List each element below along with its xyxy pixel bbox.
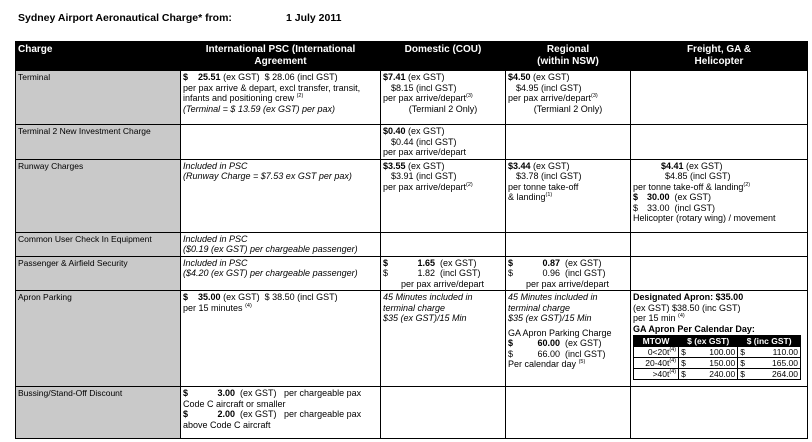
header-regional: Regional (within NSW) — [506, 42, 631, 71]
row-label: Passenger & Airfield Security — [16, 256, 181, 291]
cell-freight — [631, 125, 808, 160]
cell-freight — [631, 71, 808, 125]
cell-freight: $4.41 (ex GST) $4.85 (incl GST) per tonne take-off & landing$^{(2)}$ $ 30.00 (ex GST) $ 33.00 (incl GST) Helicopter (rotary wing) / movement — [631, 159, 808, 232]
mtow-table — [633, 335, 801, 380]
row-label: Terminal — [16, 71, 181, 125]
header-international: International PSC (International Agreement — [181, 42, 381, 71]
row-bussing — [16, 387, 808, 439]
cell-intl: Included in PSC ($4.20 (ex GST) per chargeable passenger) — [181, 256, 381, 291]
row-label: Terminal 2 New Investment Charge — [16, 125, 181, 160]
cell-domestic — [381, 232, 506, 256]
cell-intl: $ 3.00 (ex GST) per chargeable pax Code C aircraft or smaller $ 2.00 (ex GST) per chargeable pax above Code C aircraft — [181, 387, 381, 439]
row-label: Runway Charges — [16, 159, 181, 232]
mtow-header: MTOW — [634, 336, 679, 347]
cell-regional: $ 0.87 (ex GST) $ 0.96 (incl GST) per pax arrive/depart — [506, 256, 631, 291]
cell-intl — [181, 125, 381, 160]
mtow-row: $0<20t^{(4)}$ $ 100.00 $ 110.00 — [634, 347, 801, 358]
page-title: Sydney Airport Aeronautical Charge* from: — [18, 12, 232, 24]
cell-regional: $3.44 (ex GST) $3.78 (incl GST) per tonne take-off & landing$^{(1)}$ — [506, 159, 631, 232]
cell-regional — [506, 387, 631, 439]
row-label: Apron Parking — [16, 291, 181, 387]
row-terminal — [16, 71, 808, 125]
row-check-in — [16, 232, 808, 256]
mtow-header: $ (ex GST) — [679, 336, 738, 347]
page-heading — [18, 12, 342, 24]
cell-freight: Designated Apron: $35.00 (ex GST) $38.50 (inc GST) per 15 min $^{(4)}$ GA Apron Per Calendar Day: MTOW $ (ex GST) $ (inc GST) $0<20t^{(4)}$ $ 100.00 $ 110.00 $20-40t^{(4)}$ $ 150.00 $ 165.00 $>40t^{(4)}$ $ 240.00 $ 264.00 — [631, 291, 808, 387]
cell-domestic — [381, 387, 506, 439]
cell-freight — [631, 256, 808, 291]
cell-intl: Included in PSC ($0.19 (ex GST) per chargeable passenger) — [181, 232, 381, 256]
cell-intl: Included in PSC (Runway Charge = $7.53 ex GST per pax) — [181, 159, 381, 232]
header-freight: Freight, GA & Helicopter — [631, 42, 808, 71]
row-runway — [16, 159, 808, 232]
cell-regional: 45 Minutes included in terminal charge $35 (ex GST)/15 Min GA Apron Parking Charge $ 60.00 (ex GST) $ 66.00 (incl GST) Per calendar day $^{(5)}$ — [506, 291, 631, 387]
cell-domestic: $7.41 (ex GST) $8.15 (incl GST) per pax arrive/depart$^{(3)}$ (Termianl 2 Only) — [381, 71, 506, 125]
cell-freight — [631, 387, 808, 439]
row-label: Common User Check In Equipment — [16, 232, 181, 256]
cell-intl: $ 35.00 (ex GST) $ 38.50 (incl GST) per 15 minutes $^{(4)}$ — [181, 291, 381, 387]
header-row — [16, 42, 808, 71]
mtow-header: $ (inc GST) — [738, 336, 801, 347]
cell-freight — [631, 232, 808, 256]
cell-domestic: 45 Minutes included in terminal charge $35 (ex GST)/15 Min — [381, 291, 506, 387]
cell-domestic: $0.40 (ex GST) $0.44 (incl GST) per pax arrive/depart — [381, 125, 506, 160]
row-apron — [16, 291, 808, 387]
mtow-row: $20-40t^{(4)}$ $ 150.00 $ 165.00 — [634, 358, 801, 369]
charges-table — [15, 41, 808, 439]
header-charge: Charge — [16, 42, 181, 71]
mtow-row: $>40t^{(4)}$ $ 240.00 $ 264.00 — [634, 369, 801, 380]
header-domestic: Domestic (COU) — [381, 42, 506, 71]
row-security — [16, 256, 808, 291]
cell-regional: $4.50 (ex GST) $4.95 (incl GST) per pax arrive/depart$^{(3)}$ (Termianl 2 Only) — [506, 71, 631, 125]
effective-date: 1 July 2011 — [286, 12, 342, 24]
row-terminal-2 — [16, 125, 808, 160]
cell-regional — [506, 232, 631, 256]
mtow-header-row — [634, 336, 801, 347]
row-label: Bussing/Stand-Off Discount — [16, 387, 181, 439]
cell-intl: $ 25.51 (ex GST) $ 28.06 (incl GST) per pax arrive & depart, excl transfer, transit, infants and positioning crew $^{(2)}$ (Terminal = $ 13.59 (ex GST) per pax) — [181, 71, 381, 125]
cell-domestic: $ 1.65 (ex GST) $ 1.82 (incl GST) per pax arrive/depart — [381, 256, 506, 291]
cell-domestic: $3.55 (ex GST) $3.91 (incl GST) per pax arrive/depart$^{(2)}$ — [381, 159, 506, 232]
cell-regional — [506, 125, 631, 160]
